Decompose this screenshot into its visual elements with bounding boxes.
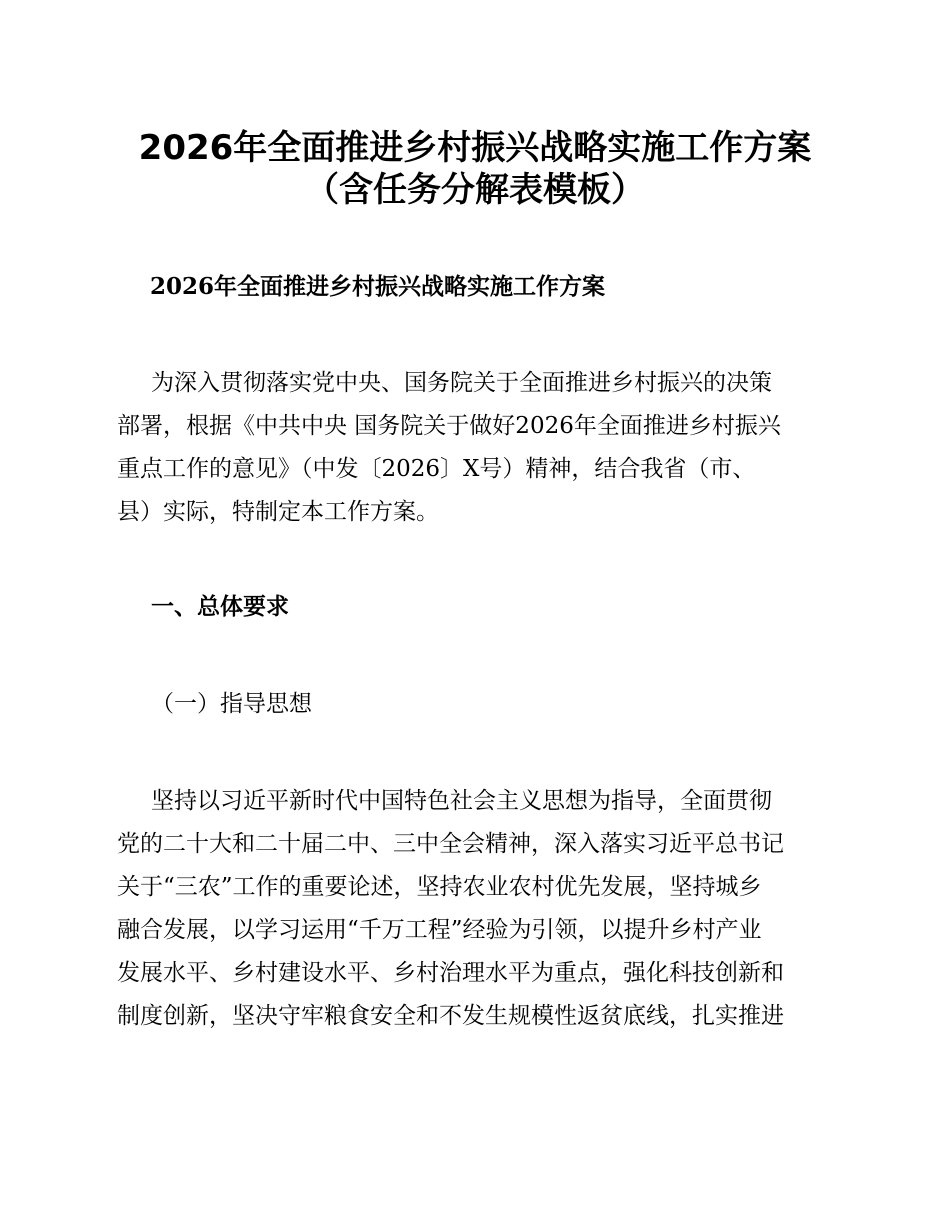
subsection-heading-guiding-ideology: （一）指导思想 — [151, 691, 312, 717]
guiding-paragraph-line: 关于“三农”工作的重要论述，坚持农业农村优先发展，坚持城乡 — [117, 874, 762, 900]
guiding-paragraph-line: 坚持以习近平新时代中国特色社会主义思想为指导，全面贯彻 — [151, 788, 772, 814]
document-subtitle: 2026年全面推进乡村振兴战略实施工作方案 — [150, 273, 606, 300]
guiding-paragraph-line: 制度创新，坚决守牢粮食安全和不发生规模性返贫底线，扎实推进 — [117, 1003, 784, 1029]
intro-paragraph-line: 为深入贯彻落实党中央、国务院关于全面推进乡村振兴的决策 — [151, 370, 772, 396]
document-title-line-1: 2026年全面推进乡村振兴战略实施工作方案 — [138, 128, 812, 168]
intro-paragraph-line: 县）实际，特制定本工作方案。 — [117, 499, 439, 525]
section-heading-general-requirements: 一、总体要求 — [151, 593, 289, 620]
document-title-line-2: （含任务分解表模板） — [305, 170, 645, 210]
intro-paragraph-line: 重点工作的意见》（中发〔2026〕X号）精神，结合我省（市、 — [117, 456, 756, 482]
guiding-paragraph-line: 发展水平、乡村建设水平、乡村治理水平为重点，强化科技创新和 — [117, 960, 784, 986]
guiding-paragraph-line: 党的二十大和二十届二中、三中全会精神，深入落实习近平总书记 — [117, 831, 784, 857]
intro-paragraph-line: 部署，根据《中共中央 国务院关于做好2026年全面推进乡村振兴 — [117, 413, 781, 439]
guiding-paragraph-line: 融合发展，以学习运用“千万工程”经验为引领，以提升乡村产业 — [117, 917, 762, 943]
